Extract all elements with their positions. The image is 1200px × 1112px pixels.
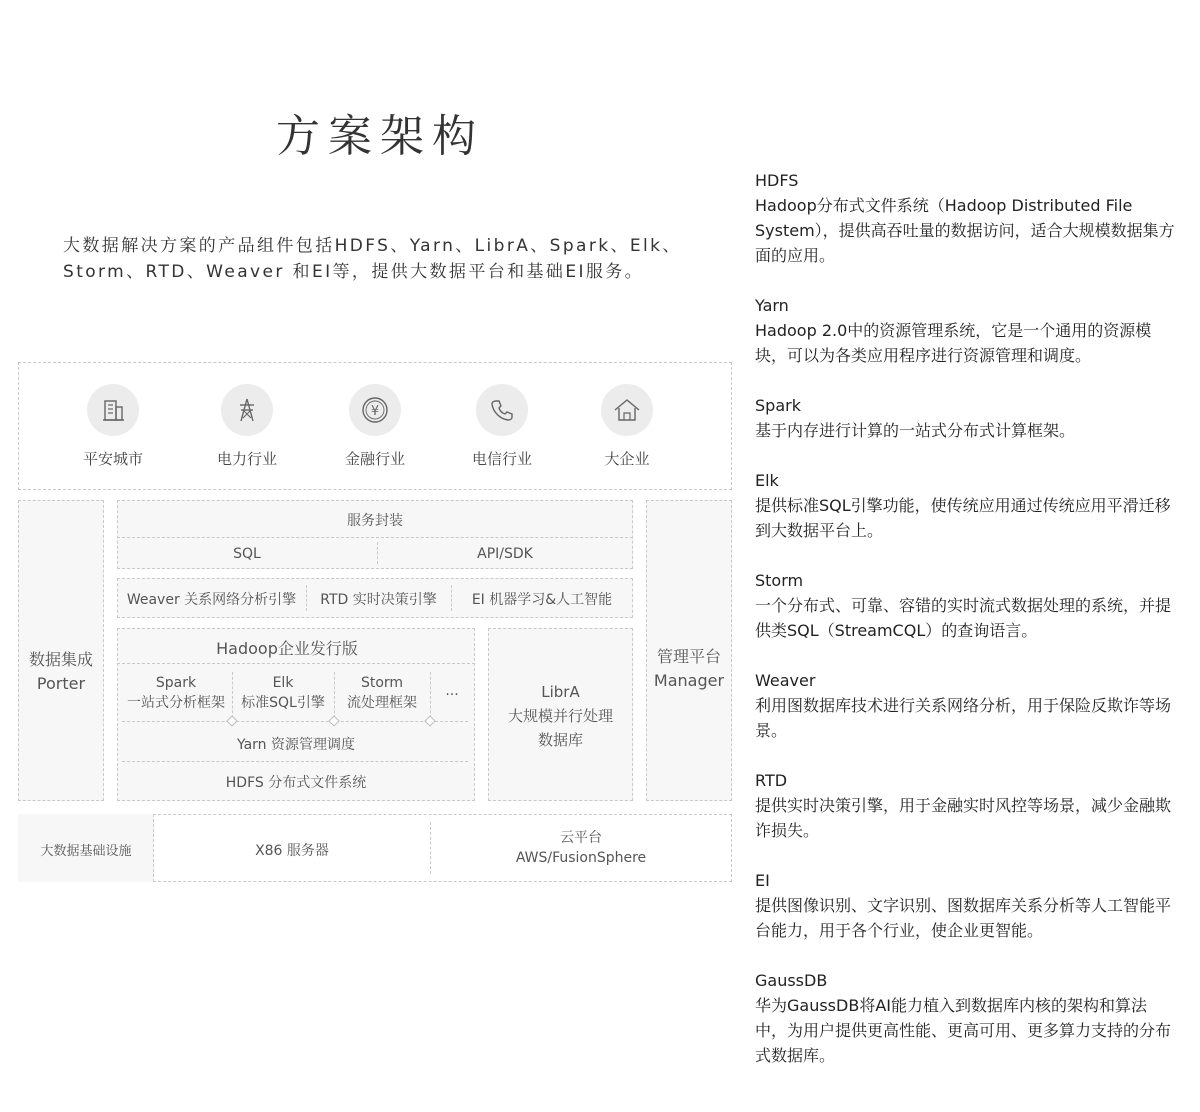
page-title: 方案架构 (276, 111, 484, 162)
libra-label: LibrA 大规模并行处理 数据库 (507, 683, 613, 749)
industry-safe-city (58, 384, 168, 469)
storm-component: Storm 流处理框架 (347, 675, 417, 711)
data-integration-label: 数据集成 Porter (28, 650, 93, 693)
description-hdfs: HDFS Hadoop分布式文件系统（Hadoop Distributed File System），提供高吞吐量的数据访问，适合大规模数据集方面的应用。 (755, 171, 1175, 265)
industry-label: 电信行业 (471, 450, 532, 468)
description-yarn: Yarn Hadoop 2.0中的资源管理系统，它是一个通用的资源模块，可以为各类应用程序进行资源管理和调度。 (755, 296, 1152, 365)
hdfs-layer: HDFS 分布式文件系统 (225, 775, 367, 791)
weaver-engine-label: Weaver 关系网络分析引擎 (126, 592, 297, 608)
sql-label: SQL (233, 546, 261, 562)
infrastructure-label: 大数据基础设施 (40, 844, 132, 859)
management-label: 管理平台 Manager (653, 647, 725, 690)
intro-text (63, 233, 733, 285)
yarn-layer: Yarn 资源管理调度 (236, 737, 356, 753)
building-icon (99, 396, 127, 424)
hadoop-title: Hadoop企业发行版 (216, 639, 358, 658)
description-storm: Storm 一个分布式、可靠、容错的实时流式数据处理的系统，并提供类SQL（StreamCQL）的查询语言。 (755, 571, 1172, 640)
elk-component: Elk 标准SQL引擎 (241, 675, 325, 711)
cloud-platform-label: 云平台 AWS/FusionSphere (515, 830, 647, 866)
api-sdk-label: API/SDK (477, 546, 533, 562)
description-elk: Elk 提供标准SQL引擎功能，使传统应用通过传统应用平滑迁移到大数据平台上。 (755, 471, 1171, 540)
svg-text:¥: ¥ (370, 404, 380, 419)
component-descriptions (755, 168, 1175, 1093)
service-wrap-label: 服务封装 (347, 513, 403, 529)
description-weaver: Weaver 利用图数据库技术进行关系网络分析，用于保险反欺诈等场景。 (755, 671, 1172, 740)
ei-engine-label: EI 机器学习&人工智能 (471, 592, 613, 608)
more-components: ... (445, 683, 459, 699)
industry-label: 平安城市 (82, 450, 143, 468)
rtd-engine-label: RTD 实时决策引擎 (320, 592, 437, 608)
description-spark: Spark 基于内存进行计算的一站式分布式计算框架。 (755, 396, 1076, 440)
industry-label: 金融行业 (344, 450, 405, 468)
x86-server-label: X86 服务器 (255, 843, 329, 859)
industry-enterprise (572, 384, 682, 469)
industry-label: 大企业 (604, 450, 650, 468)
description-rtd: RTD 提供实时决策引擎，用于金融实时风控等场景，减少金融欺诈损失。 (755, 771, 1172, 840)
intro-line-2: Storm、RTD、Weaver 和EI等，提供大数据平台和基础EI服务。 (63, 262, 645, 282)
spark-component: Spark 一站式分析框架 (127, 675, 225, 711)
industry-finance (320, 384, 430, 469)
industry-telecom (447, 384, 557, 469)
power-tower-icon (233, 396, 261, 424)
industry-label: 电力行业 (216, 450, 277, 468)
house-icon (612, 396, 642, 424)
industry-power (192, 384, 302, 469)
description-ei: EI 提供图像识别、文字识别、图数据库关系分析等人工智能平台能力，用于各个行业，使企业更智能。 (755, 871, 1172, 940)
description-gaussdb: GaussDB 华为GaussDB将AI能力植入到数据库内核的架构和算法中，为用户提供更高性能、更高可用、更多算力支持的分布式数据库。 (755, 971, 1172, 1065)
intro-line-1: 大数据解决方案的产品组件包括HDFS、Yarn、LibrA、Spark、Elk、 (63, 236, 682, 256)
phone-icon (488, 396, 516, 424)
yen-coin-icon (360, 395, 390, 425)
